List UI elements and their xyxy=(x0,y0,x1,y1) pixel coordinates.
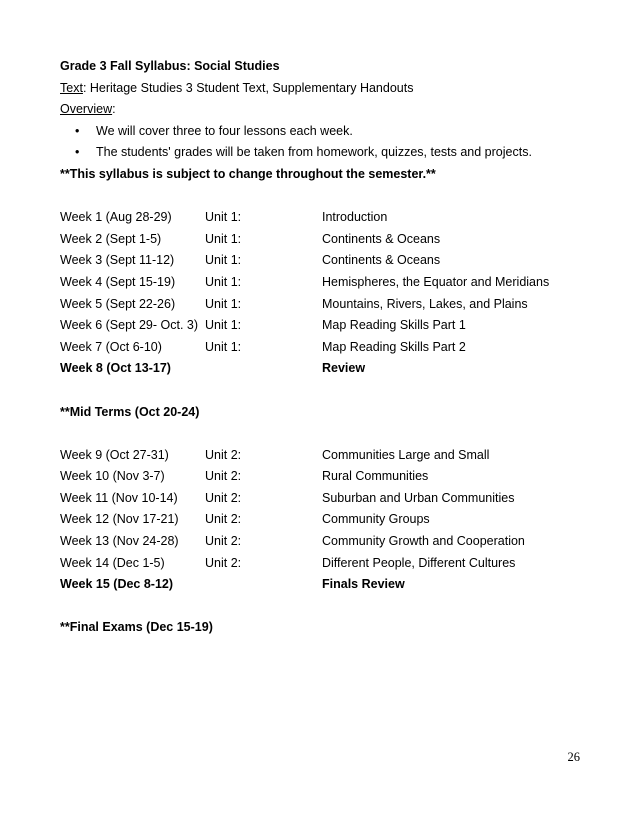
syllabus-title: Grade 3 Fall Syllabus: Social Studies xyxy=(60,59,280,73)
unit-cell: Unit 1: xyxy=(205,339,242,354)
topic-cell: Introduction xyxy=(322,210,388,225)
overview-item xyxy=(60,121,600,143)
bullet-icon: • xyxy=(75,123,80,138)
overview-item-text: The students' grades will be taken from homework, quizzes, tests and projects. xyxy=(96,145,532,160)
text-line xyxy=(60,78,600,100)
overview-item xyxy=(60,142,600,164)
week-cell: Week 7 (Oct 6-10) xyxy=(60,339,162,354)
week-cell: Week 1 (Aug 28-29) xyxy=(60,210,172,225)
topic-cell: Hemispheres, the Equator and Meridians xyxy=(322,274,550,289)
unit-cell: Unit 1: xyxy=(205,210,242,225)
spacer xyxy=(60,423,600,445)
schedule-row xyxy=(60,250,600,272)
topic-cell: Review xyxy=(322,361,366,376)
schedule-row xyxy=(60,509,600,531)
unit-cell: Unit 2: xyxy=(205,512,242,527)
topic-cell: Continents & Oceans xyxy=(322,253,441,268)
topic-cell: Map Reading Skills Part 2 xyxy=(322,339,466,354)
review-row xyxy=(60,574,600,596)
schedule-row xyxy=(60,488,600,510)
text-label: Text xyxy=(60,80,83,95)
week-cell: Week 5 (Sept 22-26) xyxy=(60,296,176,311)
topic-cell: Community Groups xyxy=(322,512,430,527)
unit-cell: Unit 1: xyxy=(205,231,242,246)
schedule-row xyxy=(60,315,600,337)
unit-cell: Unit 2: xyxy=(205,534,242,549)
schedule-unit-2 xyxy=(60,445,600,596)
week-cell: Week 14 (Dec 1-5) xyxy=(60,555,165,570)
topic-cell: Community Growth and Cooperation xyxy=(322,534,525,549)
overview-item-text: We will cover three to four lessons each week. xyxy=(96,123,353,138)
schedule-row xyxy=(60,531,600,553)
unit-cell: Unit 2: xyxy=(205,469,242,484)
bullet-icon: • xyxy=(75,145,80,160)
week-cell: Week 8 (Oct 13-17) xyxy=(60,361,171,376)
schedule-row xyxy=(60,272,600,294)
text-value: : Heritage Studies 3 Student Text, Supplementary Handouts xyxy=(82,80,414,95)
unit-cell xyxy=(205,358,322,380)
spacer xyxy=(60,380,600,402)
week-cell: Week 9 (Oct 27-31) xyxy=(60,447,169,462)
page-number: 26 xyxy=(567,750,580,764)
overview-line xyxy=(60,99,600,121)
schedule-row xyxy=(60,466,600,488)
review-row xyxy=(60,358,600,380)
spacer xyxy=(60,186,600,208)
unit-cell: Unit 1: xyxy=(205,318,242,333)
week-cell: Week 13 (Nov 24-28) xyxy=(60,534,179,549)
week-cell: Week 6 (Sept 29- Oct. 3) xyxy=(60,318,199,333)
topic-cell: Map Reading Skills Part 1 xyxy=(322,318,466,333)
schedule-row xyxy=(60,294,600,316)
schedule-row xyxy=(60,229,600,251)
week-cell: Week 15 (Dec 8-12) xyxy=(60,577,174,592)
topic-cell: Different People, Different Cultures xyxy=(322,555,516,570)
overview-colon: : xyxy=(112,102,116,117)
schedule-unit-1 xyxy=(60,207,600,380)
unit-cell: Unit 1: xyxy=(205,253,242,268)
topic-cell: Suburban and Urban Communities xyxy=(322,490,515,505)
unit-cell: Unit 2: xyxy=(205,490,242,505)
spacer xyxy=(60,596,600,618)
schedule-row xyxy=(60,553,600,575)
schedule-row xyxy=(60,445,600,467)
week-cell: Week 12 (Nov 17-21) xyxy=(60,512,179,527)
unit-cell: Unit 1: xyxy=(205,274,242,289)
week-cell: Week 4 (Sept 15-19) xyxy=(60,274,176,289)
week-cell: Week 10 (Nov 3-7) xyxy=(60,469,165,484)
change-notice: **This syllabus is subject to change throughout the semester.** xyxy=(60,166,436,181)
week-cell: Week 3 (Sept 11-12) xyxy=(60,253,175,268)
unit-cell: Unit 2: xyxy=(205,555,242,570)
finals-line: **Final Exams (Dec 15-19) xyxy=(60,620,213,635)
topic-cell: Continents & Oceans xyxy=(322,231,441,246)
week-cell: Week 11 (Nov 10-14) xyxy=(60,490,178,505)
week-cell: Week 2 (Sept 1-5) xyxy=(60,231,162,246)
unit-cell: Unit 1: xyxy=(205,296,242,311)
midterms-line: **Mid Terms (Oct 20-24) xyxy=(60,404,200,419)
topic-cell: Communities Large and Small xyxy=(322,447,490,462)
topic-cell: Mountains, Rivers, Lakes, and Plains xyxy=(322,296,528,311)
overview-label: Overview xyxy=(60,102,113,117)
syllabus-page xyxy=(60,56,600,639)
schedule-row xyxy=(60,207,600,229)
schedule-row xyxy=(60,337,600,359)
topic-cell: Finals Review xyxy=(322,577,405,592)
unit-cell: Unit 2: xyxy=(205,447,242,462)
unit-cell xyxy=(205,574,322,596)
topic-cell: Rural Communities xyxy=(322,469,429,484)
